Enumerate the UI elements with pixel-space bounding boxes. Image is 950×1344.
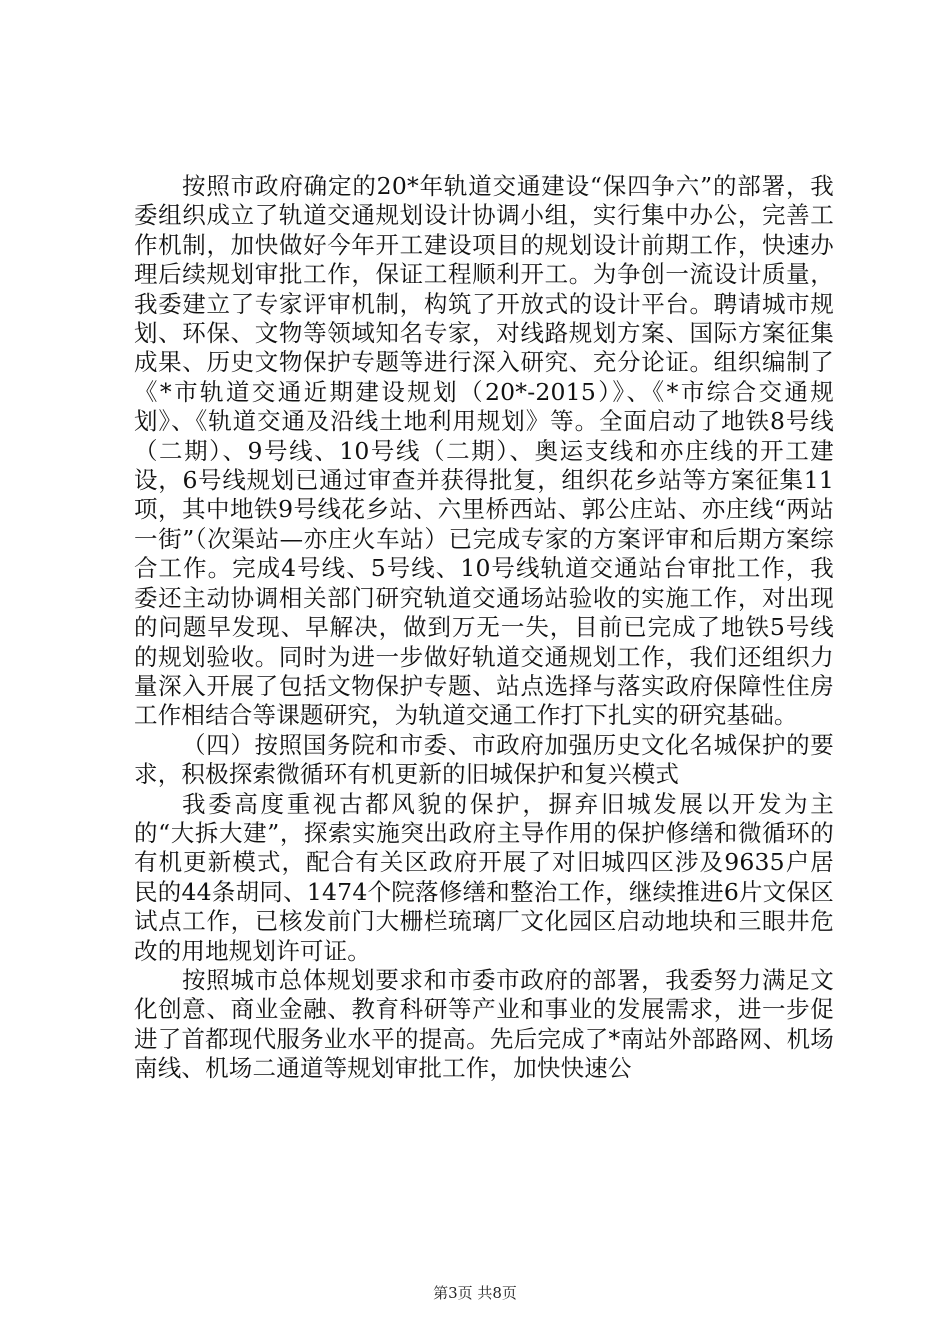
paragraph-rail-transit: 按照市政府确定的20*年轨道交通建设“保四争六”的部署，我委组织成立了轨道交通规划设计协调小组，实行集中办公，完善工作机制，加快做好今年开工建设项目的规划设计前期工作，快速办理后续规划审批工作，保证工程顺利开工。为争创一流设计质量，我委建立了专家评审机制，构筑了开放式的设计平台。聘请城市规划、环保、文物等领域知名专家，对线路规划方案、国际方案征集成果、历史文物保护专题等进行深入研究、充分论证。组织编制了《*市轨道交通近期建设规划（20*-2015）》、《*市综合交通规划》、《轨道交通及沿线土地利用规划》等。全面启动了地铁8号线（二期）、9号线、10号线（二期）、奥运支线和亦庄线的开工建设，6号线规划已通过审查并获得批复，组织花乡站等方案征集11项，其中地铁9号线花乡站、六里桥西站、郭公庄站、亦庄线“两站一街”（次渠站—亦庄火车站）已完成专家的方案评审和后期方案综合工作。完成4号线、5号线、10号线轨道交通站台审批工作，我委还主动协调相关部门研究轨道交通场站验收的实施工作，对出现的问题早发现、早解决，做到万无一失，目前已完成了地铁5号线的规划验收。同时为进一步做好轨道交通规划工作，我们还组织力量深入开展了包括文物保护专题、站点选择与落实政府保障性住房工作相结合等课题研究，为轨道交通工作打下扎实的研究基础。 (134, 172, 834, 730)
document-body (134, 172, 834, 1084)
section-heading-four: （四）按照国务院和市委、市政府加强历史文化名城保护的要求，积极探索微循环有机更新的旧城保护和复兴模式 (134, 730, 834, 789)
paragraph-old-city-protection: 我委高度重视古都风貌的保护，摒弃旧城发展以开发为主的“大拆大建”，探索实施突出政府主导作用的保护修缮和微循环的有机更新模式，配合有关区政府开展了对旧城四区涉及9635户居民的44条胡同、1474个院落修缮和整治工作，继续推进6片文保区试点工作，已核发前门大栅栏琉璃厂文化园区启动地块和三眼井危改的用地规划许可证。 (134, 789, 834, 965)
paragraph-service-industry: 按照城市总体规划要求和市委市政府的部署，我委努力满足文化创意、商业金融、教育科研等产业和事业的发展需求，进一步促进了首都现代服务业水平的提高。先后完成了*南站外部路网、机场南线、机场二通道等规划审批工作，加快快速公 (134, 965, 834, 1083)
page-number-footer: 第3页 共8页 (433, 1284, 517, 1302)
